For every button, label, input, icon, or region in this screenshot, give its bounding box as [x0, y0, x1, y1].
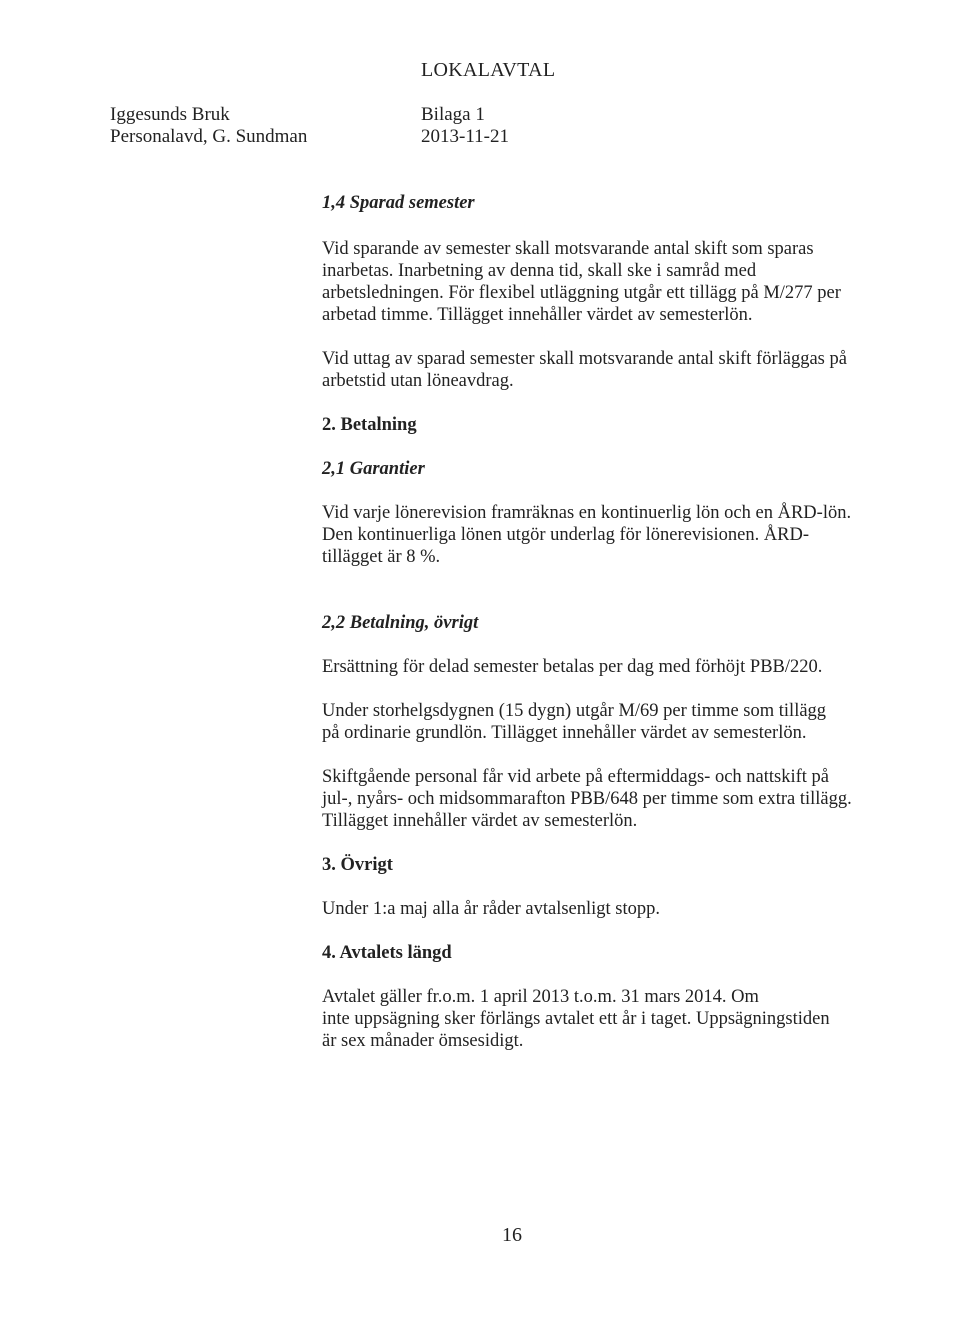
- section-1-4-paragraph-1: [322, 238, 922, 326]
- text-line: inarbetas. Inarbetning av denna tid, skall ske i samråd med: [322, 261, 757, 281]
- section-2-2-paragraph-1: [322, 656, 922, 678]
- text-line: jul-, nyårs- och midsommarafton PBB/648 per timme som extra tillägg.: [322, 789, 852, 809]
- text-line: Vid varje lönerevision framräknas en kontinuerlig lön och en ÅRD-lön.: [322, 503, 852, 523]
- text-line: Under 1:a maj alla år råder avtalsenligt stopp.: [322, 899, 661, 919]
- section-2-2-paragraph-3: [322, 766, 922, 832]
- appendix-label: Bilaga 1: [421, 104, 485, 125]
- section-4-paragraph-1: [322, 986, 922, 1052]
- text-line: Vid uttag av sparad semester skall motsvarande antal skift förläggas på: [322, 349, 847, 369]
- text-line: på ordinarie grundlön. Tillägget innehåller värdet av semesterlön.: [322, 723, 807, 743]
- text-line: är sex månader ömsesidigt.: [322, 1031, 524, 1051]
- section-2-1-paragraph-1: [322, 502, 922, 568]
- text-line: inte uppsägning sker förlängs avtalet ett år i taget. Uppsägningstiden: [322, 1009, 830, 1029]
- text-line: Skiftgående personal får vid arbete på eftermiddags- och nattskift på: [322, 767, 830, 787]
- document-body: [322, 190, 922, 1052]
- section-1-4-paragraph-2: [322, 348, 922, 392]
- section-2-2-paragraph-2: [322, 700, 922, 744]
- page-number: 16: [502, 1224, 522, 1246]
- text-line: arbetstid utan löneavdrag.: [322, 371, 514, 391]
- text-line: Vid sparande av semester skall motsvarande antal skift som sparas: [322, 239, 814, 259]
- text-line: Avtalet gäller fr.o.m. 1 april 2013 t.o.m. 31 mars 2014. Om: [322, 987, 759, 1007]
- document-title: LOKALAVTAL: [421, 59, 556, 81]
- text-line: Under storhelgsdygnen (15 dygn) utgår M/69 per timme som tillägg: [322, 701, 827, 721]
- section-1-4-heading: 1,4 Sparad semester: [322, 193, 475, 213]
- text-line: arbetad timme. Tillägget innehåller värdet av semesterlön.: [322, 305, 753, 325]
- text-line: tillägget är 8 %.: [322, 547, 441, 567]
- section-3-heading: 3. Övrigt: [322, 855, 393, 875]
- text-line: Tillägget innehåller värdet av semesterlön.: [322, 811, 638, 831]
- document-date: 2013-11-21: [421, 126, 509, 147]
- sender-block: [110, 104, 307, 148]
- section-2-1-heading: 2,1 Garantier: [322, 459, 425, 479]
- section-2-heading: 2. Betalning: [322, 415, 417, 435]
- text-line: Ersättning för delad semester betalas per dag med förhöjt PBB/220.: [322, 657, 823, 677]
- text-line: Den kontinuerliga lönen utgör underlag för lönerevisionen. ÅRD-: [322, 525, 810, 545]
- company-name: Iggesunds Bruk: [110, 104, 230, 125]
- department-name: Personalavd, G. Sundman: [110, 126, 308, 147]
- section-3-paragraph-1: [322, 898, 922, 920]
- text-line: arbetsledningen. För flexibel utläggning utgår ett tillägg på M/277 per: [322, 283, 841, 303]
- section-2-2-heading: 2,2 Betalning, övrigt: [322, 613, 479, 633]
- reference-block: [421, 104, 509, 148]
- section-4-heading: 4. Avtalets längd: [322, 943, 452, 963]
